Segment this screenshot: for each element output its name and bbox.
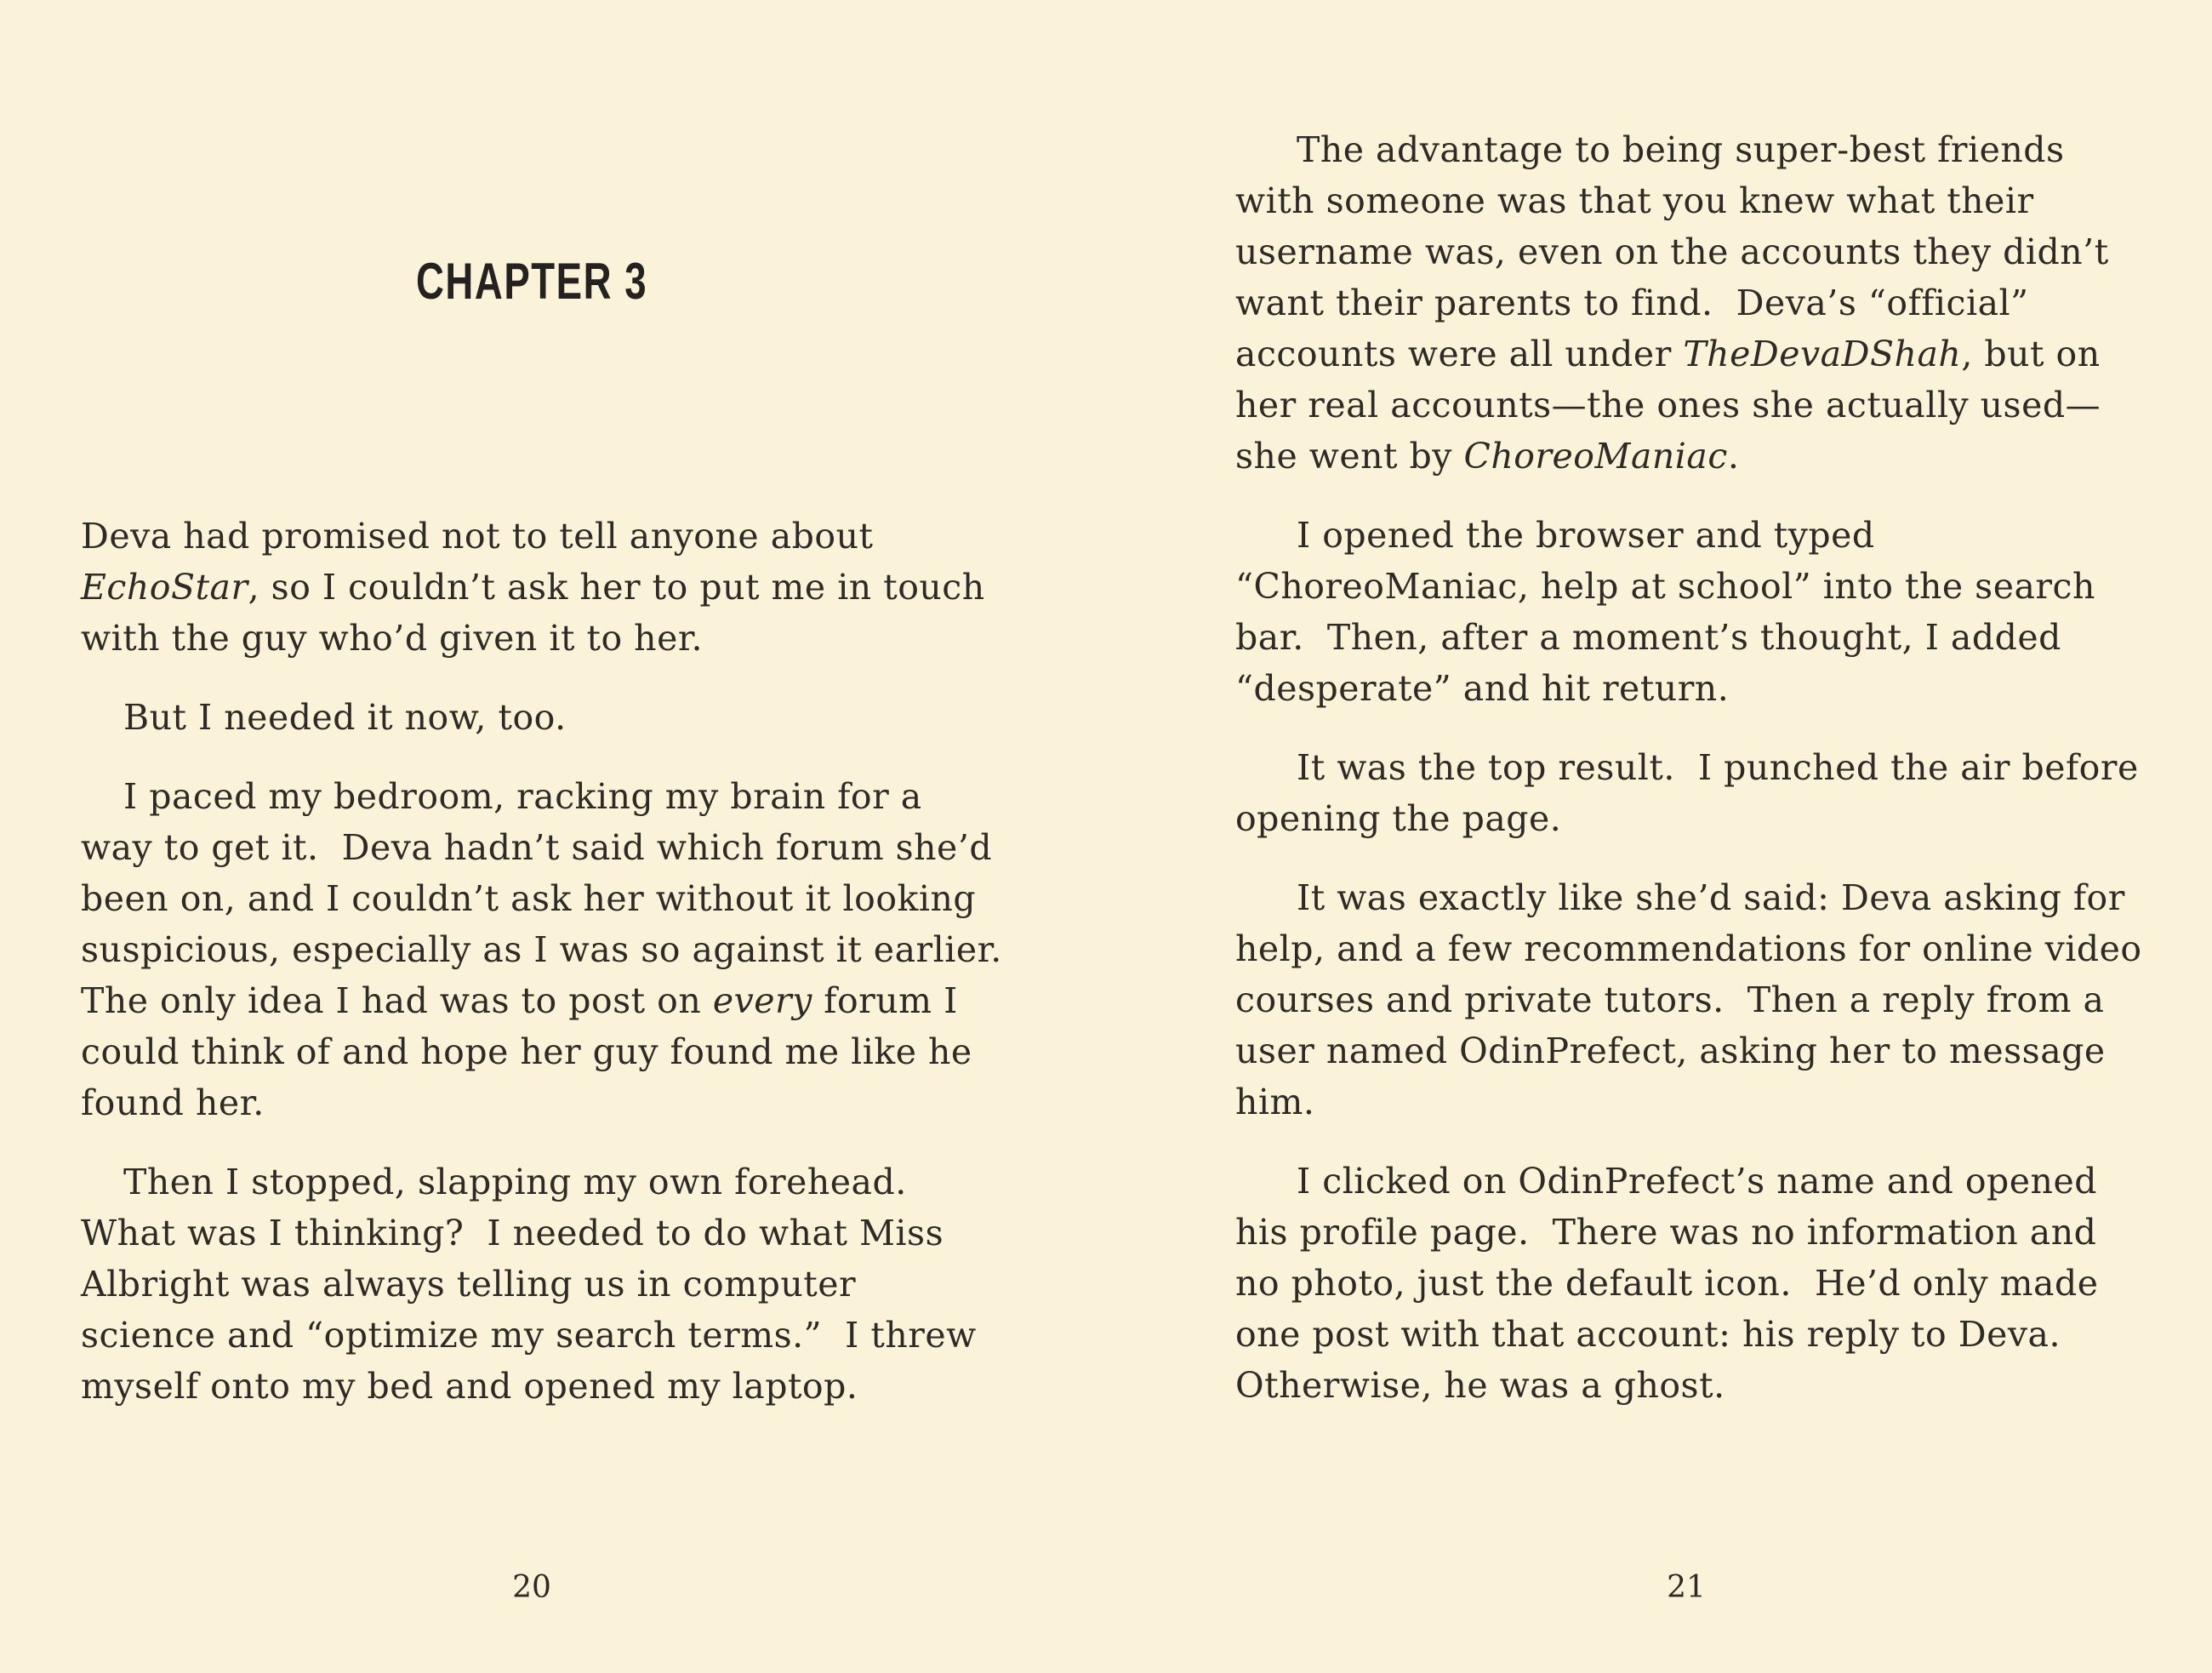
italic-text: EchoStar xyxy=(81,567,248,608)
text-segment: opening the page. xyxy=(1235,798,1562,839)
text-line xyxy=(1235,612,2197,663)
text-line xyxy=(1235,793,2197,844)
text-segment: with someone was that you knew what their xyxy=(1235,180,2034,221)
text-segment: help, and a few recommendations for online video xyxy=(1235,928,2142,969)
text-segment: username was, even on the accounts they didn’t xyxy=(1235,231,2109,272)
text-line xyxy=(81,1259,1042,1310)
text-line xyxy=(1235,1309,2197,1360)
paragraph xyxy=(81,1156,1042,1412)
text-segment: myself onto my bed and opened my laptop. xyxy=(81,1366,858,1407)
text-segment: no photo, just the default icon. He’d only made xyxy=(1235,1263,2099,1304)
text-line xyxy=(1235,1360,2197,1411)
text-line xyxy=(1235,175,2197,226)
text-segment: , but on xyxy=(1961,334,2101,374)
text-line xyxy=(1235,872,2197,923)
italic-text: TheDevaDShah xyxy=(1683,334,1962,374)
text-line xyxy=(81,822,1042,873)
text-segment: been on, and I couldn’t ask her without it looking xyxy=(81,878,977,919)
text-line xyxy=(1235,1156,2197,1207)
text-line xyxy=(1235,328,2197,380)
text-segment: found her. xyxy=(81,1082,265,1123)
text-line xyxy=(1235,510,2197,561)
text-segment: one post with that account: his reply to Deva. xyxy=(1235,1314,2061,1355)
text-segment: him. xyxy=(1235,1082,1315,1122)
text-segment: user named OdinPrefect, asking her to message xyxy=(1235,1031,2106,1071)
text-line xyxy=(1235,226,2197,277)
page-right-body-text xyxy=(1235,124,2197,1439)
text-line xyxy=(81,1208,1042,1259)
text-line xyxy=(1235,1258,2197,1309)
text-segment: I opened the browser and typed xyxy=(1297,515,1875,556)
text-line xyxy=(1235,974,2197,1025)
paragraph xyxy=(1235,742,2197,844)
text-line xyxy=(1235,742,2197,793)
text-line xyxy=(1235,1076,2197,1128)
text-segment: accounts were all under xyxy=(1235,334,1684,374)
text-segment: her real accounts—the ones she actually used— xyxy=(1235,385,2101,425)
text-line xyxy=(81,1156,1042,1208)
text-line xyxy=(81,1361,1042,1412)
paragraph xyxy=(1235,510,2197,714)
text-segment: Otherwise, he was a ghost. xyxy=(1235,1365,1725,1406)
text-segment: , so I couldn’t ask her to put me in touch xyxy=(248,567,985,608)
text-segment: Then I stopped, slapping my own forehead. xyxy=(123,1162,907,1202)
text-line xyxy=(1235,561,2197,612)
page-number-left: 20 xyxy=(512,1570,551,1605)
text-line xyxy=(81,771,1042,822)
text-segment: want their parents to find. Deva’s “official” xyxy=(1235,283,2029,323)
text-line xyxy=(1235,1207,2197,1258)
text-segment: science and “optimize my search terms.” I threw xyxy=(81,1315,977,1356)
paragraph xyxy=(1235,124,2197,482)
text-segment: Albright was always telling us in computer xyxy=(81,1264,857,1305)
paragraph xyxy=(1235,872,2197,1128)
text-line xyxy=(1235,663,2197,714)
text-segment: Deva had promised not to tell anyone about xyxy=(81,516,874,557)
text-line xyxy=(81,924,1042,975)
text-line xyxy=(1235,923,2197,974)
text-segment: forum I xyxy=(812,980,958,1021)
text-segment: “desperate” and hit return. xyxy=(1235,668,1730,709)
text-segment: suspicious, especially as I was so against it earlier. xyxy=(81,929,1002,970)
paragraph xyxy=(1235,1156,2197,1411)
text-segment: could think of and hope her guy found me like he xyxy=(81,1031,972,1072)
page-left-body-text xyxy=(81,511,1042,1440)
text-segment: she went by xyxy=(1235,436,1464,477)
paragraph xyxy=(81,692,1042,743)
text-segment: with the guy who’d given it to her. xyxy=(81,618,703,659)
text-line xyxy=(81,613,1042,664)
text-segment: his profile page. There was no information and xyxy=(1235,1212,2097,1253)
text-segment: The only idea I had was to post on xyxy=(81,980,713,1021)
chapter-heading-text: CHAPTER 3 xyxy=(415,253,648,310)
text-segment: way to get it. Deva hadn’t said which forum she’d xyxy=(81,827,993,868)
text-line xyxy=(81,511,1042,562)
text-line xyxy=(81,1077,1042,1128)
italic-text: every xyxy=(712,980,812,1021)
paragraph xyxy=(81,771,1042,1128)
text-line xyxy=(1235,277,2197,328)
text-segment: What was I thinking? I needed to do what Miss xyxy=(81,1213,944,1253)
text-segment: courses and private tutors. Then a reply from a xyxy=(1235,979,2105,1020)
text-segment: It was exactly like she’d said: Deva asking for xyxy=(1297,877,2125,918)
page-number-right: 21 xyxy=(1667,1570,1706,1605)
text-line xyxy=(1235,124,2197,175)
page-right xyxy=(1106,0,2212,1673)
text-line xyxy=(81,1310,1042,1361)
text-segment: . xyxy=(1727,436,1740,477)
italic-text: ChoreoManiac xyxy=(1463,436,1728,477)
text-segment: I paced my bedroom, racking my brain for a xyxy=(123,776,922,817)
text-segment: “ChoreoManiac, help at school” into the search xyxy=(1235,566,2095,607)
text-segment: The advantage to being super-best friends xyxy=(1297,129,2065,170)
text-line xyxy=(81,873,1042,924)
text-line xyxy=(81,562,1042,613)
text-line xyxy=(81,975,1042,1026)
text-line xyxy=(1235,1025,2197,1076)
text-line xyxy=(1235,380,2197,431)
text-line xyxy=(1235,431,2197,482)
text-line xyxy=(81,1026,1042,1077)
text-line xyxy=(81,692,1042,743)
paragraph xyxy=(81,511,1042,664)
text-segment: bar. Then, after a moment’s thought, I added xyxy=(1235,617,2061,658)
text-segment: It was the top result. I punched the air before xyxy=(1297,747,2139,788)
chapter-heading xyxy=(81,255,983,308)
text-segment: But I needed it now, too. xyxy=(123,697,567,738)
text-segment: I clicked on OdinPrefect’s name and opened xyxy=(1297,1161,2097,1202)
